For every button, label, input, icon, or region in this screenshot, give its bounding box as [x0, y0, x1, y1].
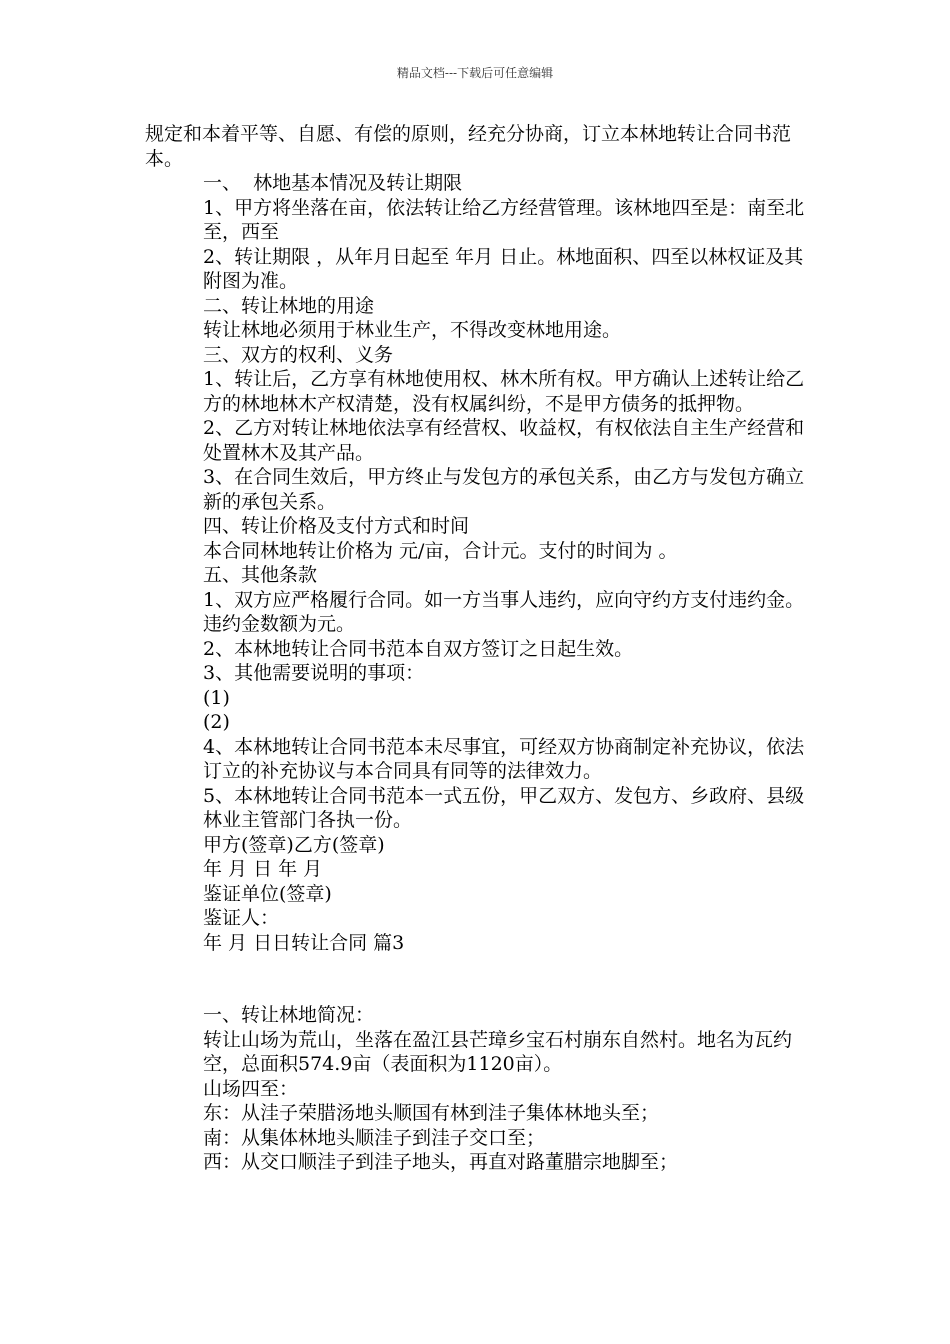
paragraph: 2、本林地转让合同书范本自双方签订之日起生效。	[203, 637, 634, 660]
paragraph: 西：从交口顺洼子到洼子地头，再直对路董腊宗地脚至；	[203, 1151, 679, 1173]
paragraph: 1、双方应严格履行合同。如一方当事人违约，应向守约方支付违约金。违约金数额为元。	[203, 588, 805, 635]
paragraph: 规定和本着平等、自愿、有偿的原则，经充分协商，订立本林地转让合同书范本。	[145, 123, 792, 170]
section-heading: 一、转让林地简况：	[203, 1004, 375, 1026]
signature-line: 鉴证人：	[203, 907, 280, 929]
paragraph: 2、乙方对转让林地依法享有经营权、收益权，有权依法自主生产经营和处置林木及其产品。	[203, 417, 805, 464]
paragraph: 3、其他需要说明的事项：	[203, 662, 425, 684]
paragraph: 转让山场为荒山，坐落在盈江县芒璋乡宝石村崩东自然村。地名为瓦约空，总面积574.9亩（表面积为1120亩）。	[203, 1028, 793, 1075]
section-gap	[145, 955, 815, 1003]
paragraph: 1、转让后，乙方享有林地使用权、林木所有权。甲方确认上述转让给乙方的林地林木产权清楚，没有权属纠纷，不是甲方债务的抵押物。	[203, 368, 805, 415]
date-line: 年 月 日日转让合同 篇3	[203, 931, 405, 954]
signature-line: 甲方(签章)乙方(签章)	[203, 833, 385, 856]
section-heading: 五、其他条款	[203, 564, 318, 586]
paragraph: 南：从集体林地头顺洼子到洼子交口至；	[203, 1126, 546, 1149]
section-heading: 二、转让林地的用途	[203, 294, 375, 317]
paragraph: 东：从洼子荣腊汤地头顺国有林到洼子集体林地头至；	[203, 1102, 660, 1124]
paragraph: 本合同林地转让价格为 元/亩，合计元。支付的时间为 。	[203, 539, 678, 562]
paragraph: 3、在合同生效后，甲方终止与发包方的承包关系，由乙方与发包方确立新的承包关系。	[203, 466, 805, 513]
paragraph: 1、甲方将坐落在亩，依法转让给乙方经营管理。该林地四至是：南至北至，西至	[203, 196, 805, 243]
section-heading: 三、双方的权利、义务	[203, 343, 394, 366]
section-heading: 四、转让价格及支付方式和时间	[203, 515, 470, 537]
paragraph: 转让林地必须用于林业生产，不得改变林地用途。	[203, 319, 622, 341]
section-heading: 一、 林地基本情况及转让期限	[203, 172, 463, 194]
page-header: 精品文档---下载后可任意编辑	[396, 66, 554, 80]
document-body	[145, 122, 815, 1175]
paragraph: 5、本林地转让合同书范本一式五份，甲乙双方、发包方、乡政府、县级林业主管部门各执一份。	[203, 784, 805, 831]
signature-line: 鉴证单位(签章)	[203, 882, 332, 905]
paragraph: 山场四至：	[203, 1077, 299, 1100]
paragraph: 2、转让期限 ，从年月日起至 年月 日止。林地面积、四至以林权证及其附图为准。	[203, 245, 804, 292]
list-item: (2)	[203, 711, 230, 733]
paragraph: 4、本林地转让合同书范本未尽事宜，可经双方协商制定补充协议，依法订立的补充协议与本合同具有同等的法律效力。	[203, 735, 805, 782]
list-item: (1)	[203, 686, 230, 709]
date-line: 年 月 日 年 月	[203, 858, 323, 880]
